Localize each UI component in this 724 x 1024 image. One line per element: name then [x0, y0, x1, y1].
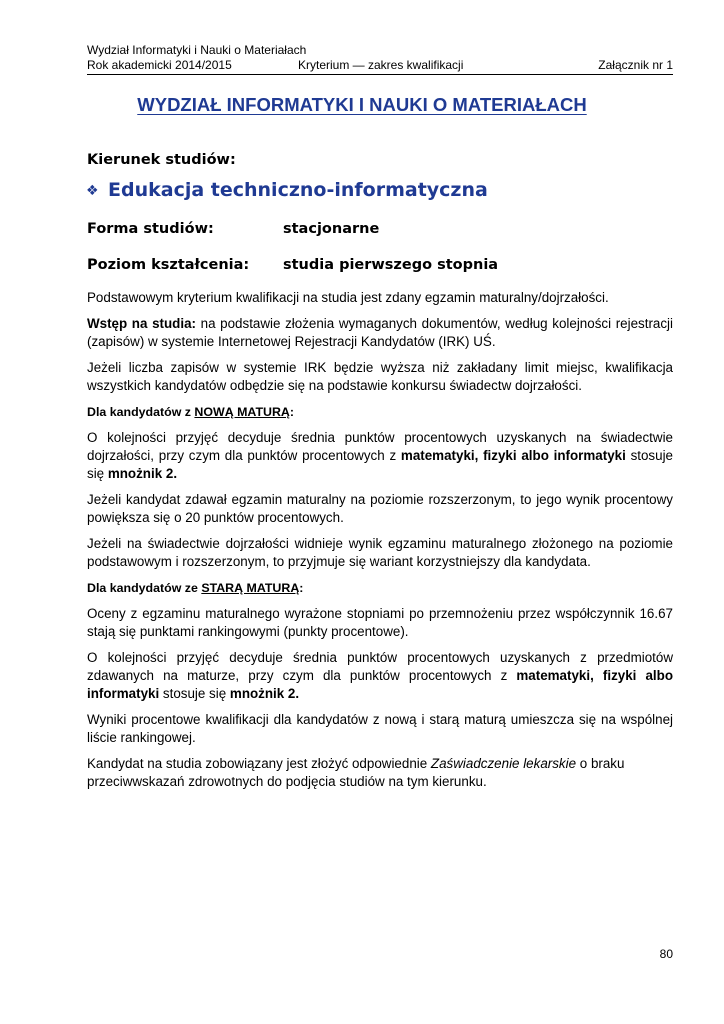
- section-heading-new-matura: [87, 403, 673, 421]
- bold-multiplier: mnożnik 2.: [107, 466, 178, 481]
- bold-subjects: matematyki, fizyki albo informatyki: [87, 668, 673, 701]
- diamond-bullet-icon: ❖: [86, 183, 99, 199]
- running-header: [87, 43, 673, 73]
- paragraph: Jeżeli kandydat zdawał egzamin maturalny na poziomie rozszerzonym, to jego wynik procentowy powiększa się o 20 punktów procentowych.: [87, 492, 673, 525]
- header-faculty: Wydział Informatyki i Nauki o Materiałach: [87, 43, 307, 57]
- header-annex: Załącznik nr 1: [598, 58, 673, 72]
- paragraph: Oceny z egzaminu maturalnego wyrażone stopniami po przemnożeniu przez współczynnik 16.67 stają się punktami rankingowymi (punkty procentowe).: [87, 606, 673, 639]
- forma-label: Forma studiów:: [87, 221, 214, 237]
- kierunek-label: Kierunek studiów:: [87, 152, 236, 168]
- heading-underlined: STARĄ MATURĄ: [201, 581, 300, 595]
- bold-subjects: matematyki, fizyki albo informatyki: [400, 448, 626, 463]
- bold-lead: Wstęp na studia:: [87, 316, 196, 331]
- section-heading-old-matura: [87, 579, 673, 597]
- paragraph: Jeżeli na świadectwie dojrzałości widnieje wynik egzaminu maturalnego złożonego na poziomie podstawowym i rozszerzonym, to przyjmuje się wariant korzystniejszy dla kandydata.: [87, 536, 673, 569]
- program-name: [86, 179, 488, 201]
- program-name-text: Edukacja techniczno-informatyczna: [108, 179, 488, 201]
- paragraph: [87, 649, 673, 703]
- paragraph-text: Kandydat na studia zobowiązany jest złożyć odpowiednie: [87, 756, 431, 771]
- header-criterion: Kryterium — zakres kwalifikacji: [298, 58, 464, 72]
- paragraph-text: stosuje się: [159, 686, 230, 701]
- forma-value: stacjonarne: [283, 221, 380, 237]
- document-body: [87, 289, 673, 799]
- paragraph-text: stosuje się: [87, 448, 674, 481]
- paragraph-text: na podstawie złożenia wymaganych dokumentów, według kolejności rejestracji (zapisów) w systemie Internetowej Rejestracji Kandydatów (IRK) UŚ.: [87, 316, 674, 349]
- paragraph-text: O kolejności przyjęć decyduje średnia punktów procentowych uzyskanych na świadectwie dojrzałości, przy czym dla punktów procentowych z: [87, 430, 673, 463]
- paragraph: Wyniki procentowe kwalifikacji dla kandydatów z nową i starą maturą umieszcza się na wspólnej liście rankingowej.: [87, 712, 673, 745]
- poziom-label: Poziom kształcenia:: [87, 257, 250, 273]
- heading-underlined: NOWĄ MATURĄ: [194, 405, 290, 419]
- paragraph: Podstawowym kryterium kwalifikacji na studia jest zdany egzamin maturalny/dojrzałości.: [87, 290, 609, 305]
- poziom-value: studia pierwszego stopnia: [283, 257, 499, 273]
- paragraph: [87, 315, 673, 351]
- bold-multiplier: mnożnik 2.: [229, 686, 300, 701]
- heading-colon: :: [299, 581, 304, 595]
- heading-text: Dla kandydatów z: [87, 405, 195, 419]
- paragraph-text: o braku przeciwwskazań zdrowotnych do podjęcia studiów na tym kierunku.: [87, 756, 625, 789]
- paragraph-text: O kolejności przyjęć decyduje średnia punktów procentowych uzyskanych z przedmiotów zdawanych na maturze, przy czym dla punktów procentowych z: [87, 650, 673, 683]
- header-year: Rok akademicki 2014/2015: [87, 58, 232, 72]
- paragraph: [87, 429, 673, 483]
- header-divider: [87, 74, 673, 75]
- italic-certificate: Zaświadczenie lekarskie: [430, 756, 577, 771]
- paragraph: [87, 755, 673, 791]
- page-number: 80: [659, 947, 673, 961]
- heading-colon: :: [289, 405, 294, 419]
- heading-text: Dla kandydatów ze: [87, 581, 202, 595]
- page-title: WYDZIAŁ INFORMATYKI I NAUKI O MATERIAŁACH: [137, 94, 587, 115]
- paragraph: Jeżeli liczba zapisów w systemie IRK będzie wyższa niż zakładany limit miejsc, kwalifikacja wszystkich kandydatów odbędzie się na podstawie konkursu świadectw dojrzałości.: [87, 360, 673, 393]
